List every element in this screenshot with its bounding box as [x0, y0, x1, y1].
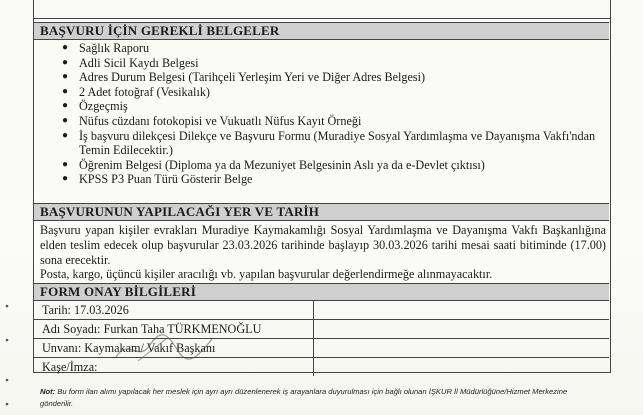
section-header-form-approval	[34, 283, 609, 301]
list-item: ● İş başvuru dilekçesi Dilekçe ve Başvuru Formu (Muradiye Sosyal Yardımlaşma ve Dayanışma Vakfı'ndan Temin Edilecektir.)	[62, 128, 596, 158]
punch-hole-dots-icon	[3, 300, 11, 410]
note-label: Not:	[40, 387, 56, 396]
list-item: ● Nüfus cüzdanı fotokopisi ve Vukuatlı Nüfus Kayıt Örneği	[62, 113, 362, 128]
list-item: ● Sağlık Raporu	[62, 41, 150, 55]
application-place-paragraph: Başvuru yapan kişiler evrakları Muradiye Kaymakamlığı Sosyal Yardımlaşma ve Dayanışma Vakfı Başkanlığına elden teslim edecek olup başvurular 23.03.2026 tarihinde başlayıp 30.03.2026 tarihi mesai saati bitiminde (17.00) sona erecektir.	[40, 223, 606, 267]
section-header-place-and-date	[34, 203, 609, 221]
list-item: ● Özgeçmiş	[62, 99, 128, 114]
bullet-icon: ●	[62, 71, 69, 83]
bullet-icon: ●	[62, 173, 69, 185]
application-warning-paragraph: Posta, kargo, üçüncü kişiler aracılığı vb. yapılan başvurular değerlendirmeğe alınmayacaktır.	[40, 267, 493, 281]
section-title: BAŞVURU İÇİN GEREKLİ BELGELER	[40, 23, 280, 38]
signature-mark-icon	[108, 327, 218, 367]
list-item: ● Öğrenim Belgesi (Diploma ya da Mezuniyet Belgesinin Aslı ya da e-Devlet çıktısı)	[62, 157, 485, 172]
section-header-required-documents	[34, 22, 609, 40]
bullet-icon: ●	[62, 42, 69, 53]
list-item: ● KPSS P3 Puan Türü Gösterir Belge	[62, 172, 253, 187]
footer-note	[40, 386, 600, 410]
bullet-icon: ●	[62, 158, 69, 170]
list-item: ● 2 Adet fotoğraf (Vesikalık)	[62, 84, 210, 99]
note-text: Bu form ilan alımı yapılacak her meslek için ayrı ayrı düzenlenerek iş arayanlara duyurulması için bağlı olunan İŞKUR İl Müdürlüğüne/Hizmet Merkezine gönderilir.	[40, 387, 568, 408]
bullet-icon: ●	[62, 56, 69, 68]
required-documents-list	[34, 41, 609, 187]
approver-title: Unvanı: Kaymakam/ Vakıf Başkanı	[34, 339, 314, 357]
bullet-icon: ●	[62, 129, 69, 141]
section-title: FORM ONAY BİLGİLERİ	[40, 284, 196, 299]
bullet-icon: ●	[62, 114, 69, 126]
bullet-icon: ●	[62, 100, 69, 112]
bullet-icon: ●	[62, 85, 69, 97]
approver-name: Adı Soyadı: Furkan Taha TÜRKMENOĞLU	[34, 320, 314, 338]
section-title: BAŞVURUNUN YAPILACAĞI YER VE TARİH	[40, 204, 320, 219]
list-item: ● Adres Durum Belgesi (Tarihçeli Yerleşim Yeri ve Diğer Adres Belgesi)	[62, 70, 426, 85]
approval-date-row	[34, 301, 609, 320]
list-item: ● Adli Sicil Kaydı Belgesi	[62, 55, 199, 70]
signature-label: Kaşe/İmza:	[34, 358, 314, 376]
approval-date: Tarih: 17.03.2026	[34, 301, 314, 319]
